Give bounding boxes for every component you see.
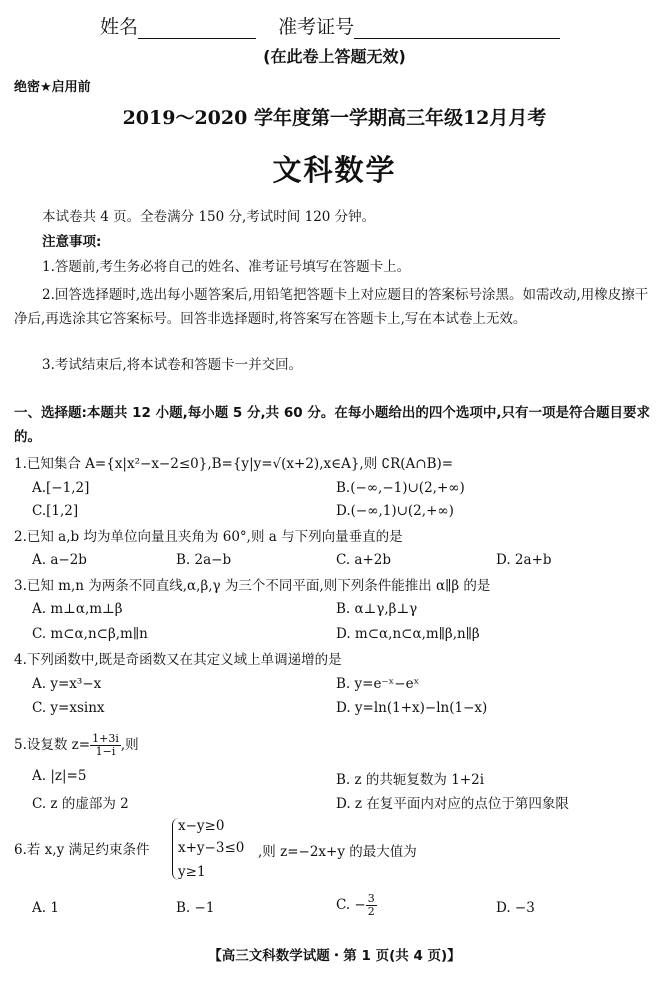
intro-text: 本试卷共 4 页。全卷满分 150 分,考试时间 120 分钟。 — [42, 209, 376, 225]
q6-frac-num: 3 — [367, 892, 375, 905]
q5-option-c: C. z 的虚部为 2 — [32, 796, 129, 812]
page-footer: 【高三文科数学试题・第 1 页(共 4 页)】 — [208, 948, 461, 964]
q3-option-c: C. m⊂α,n⊂β,m∥n — [32, 626, 148, 642]
q5-stem-post: ,则 — [120, 737, 139, 753]
q5-frac-den: 1−i — [95, 745, 116, 758]
q5-frac-num: 1+3i — [92, 732, 119, 745]
notice-title: 注意事项: — [42, 234, 102, 250]
q5-option-a: A. |z|=5 — [32, 768, 87, 784]
exam-title: 2019～2020 学年度第一学期高三年级12月月考 — [122, 107, 547, 129]
name-label: 姓名 — [100, 16, 139, 38]
q6-option-c — [336, 893, 377, 918]
q3-option-b: B. α⊥γ,β⊥γ — [336, 601, 418, 617]
q2-option-b: B. 2a−b — [176, 552, 232, 568]
q3-option-d: D. m⊂α,n⊂α,m∥β,n∥β — [336, 626, 480, 642]
question-2-stem: 2.已知 a,b 均为单位向量且夹角为 60°,则 a 与下列向量垂直的是 — [14, 529, 403, 545]
q1-option-a: A.[−1,2] — [32, 480, 90, 496]
name-blank — [138, 20, 256, 39]
candidate-info — [100, 12, 560, 39]
notice-1: 1.答题前,考生务必将自己的姓名、准考证号填写在答题卡上。 — [42, 259, 411, 275]
id-blank — [354, 20, 560, 39]
constraint-1: x−y≥0 — [178, 818, 225, 834]
q5-option-d: D. z 在复平面内对应的点位于第四象限 — [336, 796, 569, 812]
invalid-note: (在此卷上答题无效) — [263, 47, 406, 66]
id-label: 准考证号 — [278, 16, 355, 38]
question-6-stem-post: ,则 z=−2x+y 的最大值为 — [258, 844, 417, 860]
question-1-stem: 1.已知集合 A={x|x²−x−2≤0},B={y|y=√(x+2),x∈A},则 ∁R(A∩B)= — [14, 456, 454, 472]
q5-stem-pre: 5.设复数 z= — [14, 737, 91, 753]
q6-option-b: B. −1 — [176, 900, 215, 916]
question-6-stem-pre: 6.若 x,y 满足约束条件 — [14, 842, 150, 858]
q4-option-a: A. y=x³−x — [32, 676, 102, 692]
q6-option-a: A. 1 — [32, 900, 59, 916]
notice-2: 2.回答选择题时,选出每小题答案后,用铅笔把答题卡上对应题目的答案标号涂黑。如需改动,用橡皮擦干净后,再选涂其它答案标号。回答非选择题时,将答案写在答题卡上,写在本试卷上无效。 — [14, 287, 649, 327]
q5-fraction — [90, 733, 121, 758]
q3-option-a: A. m⊥α,m⊥β — [32, 601, 123, 617]
q1-option-c: C.[1,2] — [32, 503, 79, 519]
secret-label: 绝密★启用前 — [14, 80, 91, 95]
q4-option-d: D. y=ln(1+x)−ln(1−x) — [336, 700, 488, 716]
q2-option-c: C. a+2b — [336, 552, 392, 568]
q4-option-c: C. y=xsinx — [32, 700, 105, 716]
subject-title: 文科数学 — [272, 153, 397, 187]
q6-frac-den: 2 — [367, 905, 375, 918]
constraint-2: x+y−3≤0 — [178, 840, 245, 856]
section-heading: 一、选择题:本题共 12 小题,每小题 5 分,共 60 分。在每小题给出的四个选项中,只有一项是符合题目要求的。 — [14, 405, 650, 445]
q4-option-b: B. y=e⁻ˣ−eˣ — [336, 676, 420, 692]
q6-option-d: D. −3 — [496, 900, 535, 916]
notice-3: 3.考试结束后,将本试卷和答题卡一并交回。 — [42, 357, 303, 373]
q6-option-c-prefix: C. − — [336, 897, 366, 913]
q1-option-b: B.(−∞,−1)∪(2,+∞) — [336, 480, 465, 496]
constraint-3: y≥1 — [178, 864, 206, 880]
question-3-stem: 3.已知 m,n 为两条不同直线,α,β,γ 为三个不同平面,则下列条件能推出 α∥β 的是 — [14, 578, 491, 594]
q2-option-a: A. a−2b — [32, 552, 87, 568]
question-5-stem — [14, 733, 659, 758]
q1-option-d: D.(−∞,1)∪(2,+∞) — [336, 503, 454, 519]
q2-option-d: D. 2a+b — [496, 552, 552, 568]
question-4-stem: 4.下列函数中,既是奇函数又在其定义域上单调递增的是 — [14, 652, 342, 668]
q5-option-b: B. z 的共轭复数为 1+2i — [336, 772, 485, 788]
q6-fraction — [366, 893, 377, 918]
